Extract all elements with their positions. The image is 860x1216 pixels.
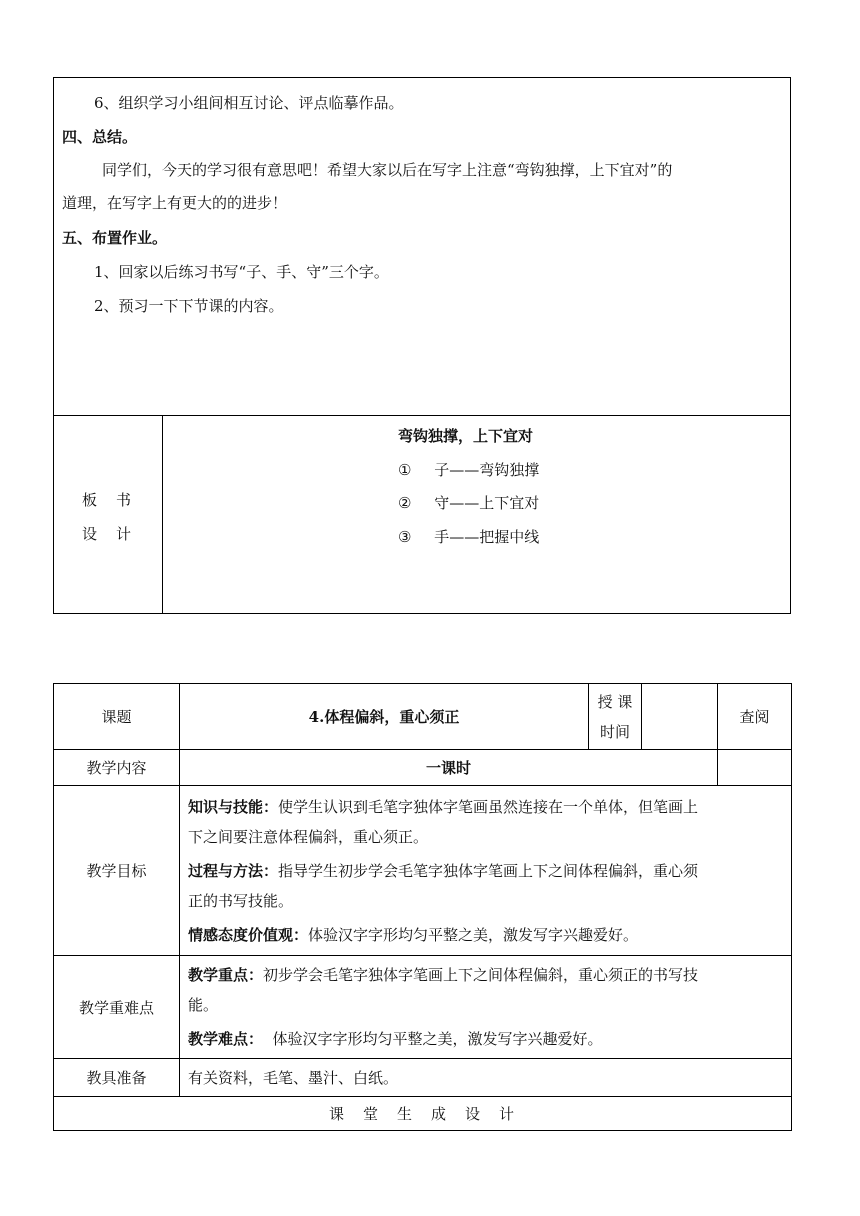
time-value	[642, 684, 718, 750]
goal-emotion-label: 情感态度价值观：	[188, 925, 309, 944]
time-label-line-2: 时间	[599, 722, 630, 741]
board-label-line-2: 设 计	[82, 525, 134, 543]
key-point-text-a: 初步学会毛笔字独体字笔画上下之间体程偏斜，重心须正的书写技	[263, 966, 699, 984]
review-label: 查阅	[718, 684, 792, 750]
board-item-number: ②	[398, 494, 412, 512]
topic-label: 课题	[54, 684, 180, 750]
board-label-divider	[162, 415, 163, 613]
goal-emotion-text: 体验汉字字形均匀平整之美，激发写字兴趣爱好。	[308, 925, 639, 944]
goal-process-cont: 正的书写技能。	[188, 891, 294, 910]
goal-knowledge-text-a: 使学生认识到毛笔字独体字笔画虽然连接在一个单体，但笔画上	[278, 797, 699, 816]
difficulty	[188, 1024, 783, 1054]
summary-line-2: 道理，在写字上有更大的的进步！	[62, 194, 288, 212]
goal-knowledge	[188, 792, 783, 822]
board-divider	[54, 415, 790, 416]
key-points-label: 教学重难点	[54, 956, 180, 1059]
summary-line-1: 同学们，今天的学习很有意思吧！希望大家以后在写字上注意“弯钩独撑，上下宜对”的	[102, 161, 673, 179]
step-6-text: 6、组织学习小组间相互讨论、评点临摹作品。	[94, 94, 404, 112]
previous-lesson-box	[53, 77, 791, 614]
board-item-number: ①	[398, 461, 412, 479]
summary-heading: 四、总结。	[62, 128, 138, 146]
difficulty-text: 体验汉字字形均匀平整之美，激发写字兴趣爱好。	[263, 1030, 603, 1048]
goals-row	[54, 786, 792, 956]
board-item-number: ③	[398, 528, 412, 546]
lesson-plan-table	[53, 683, 792, 1131]
goal-knowledge-cont: 下之间要注意体程偏斜，重心须正。	[188, 827, 429, 846]
time-label-line-1: 授 课	[597, 692, 633, 711]
key-point	[188, 960, 783, 990]
content-review-cell	[718, 750, 792, 786]
difficulty-label: 教学难点：	[188, 1030, 264, 1048]
goals-content	[180, 786, 792, 956]
content-row	[54, 750, 792, 786]
goals-label: 教学目标	[54, 786, 180, 956]
tools-value: 有关资料，毛笔、墨汁、白纸。	[180, 1059, 792, 1097]
goal-emotion	[188, 920, 783, 950]
content-label: 教学内容	[54, 750, 180, 786]
homework-heading: 五、布置作业。	[62, 229, 168, 247]
board-item-text: 手——把握中线	[434, 528, 540, 546]
design-row	[54, 1097, 792, 1131]
key-point-cont: 能。	[188, 996, 219, 1014]
key-points-row	[54, 956, 792, 1059]
key-point-label: 教学重点：	[188, 966, 264, 984]
tools-row	[54, 1059, 792, 1097]
goal-process	[188, 856, 783, 886]
design-label: 课 堂 生 成 设 计	[54, 1097, 792, 1131]
board-title: 弯钩独撑，上下宜对	[398, 427, 534, 445]
board-item	[398, 492, 539, 513]
board-item-text: 子——弯钩独撑	[434, 461, 540, 479]
topic-value: 4.体程偏斜，重心须正	[180, 684, 589, 750]
key-points-content	[180, 956, 792, 1059]
content-value: 一课时	[180, 750, 718, 786]
board-item	[398, 459, 539, 480]
homework-item-1: 1、回家以后练习书写“子、手、守”三个字。	[94, 263, 389, 281]
goal-process-text-a: 指导学生初步学会毛笔字独体字笔画上下之间体程偏斜，重心须	[278, 861, 699, 880]
homework-item-2: 2、预习一下下节课的内容。	[94, 297, 284, 315]
board-label-line-1: 板 书	[82, 491, 134, 509]
board-item	[398, 526, 539, 547]
board-item-text: 守——上下宜对	[434, 494, 540, 512]
topic-row	[54, 684, 792, 750]
tools-label: 教具准备	[54, 1059, 180, 1097]
goal-process-label: 过程与方法：	[188, 861, 279, 880]
goal-knowledge-label: 知识与技能：	[188, 797, 279, 816]
time-label	[589, 684, 642, 750]
